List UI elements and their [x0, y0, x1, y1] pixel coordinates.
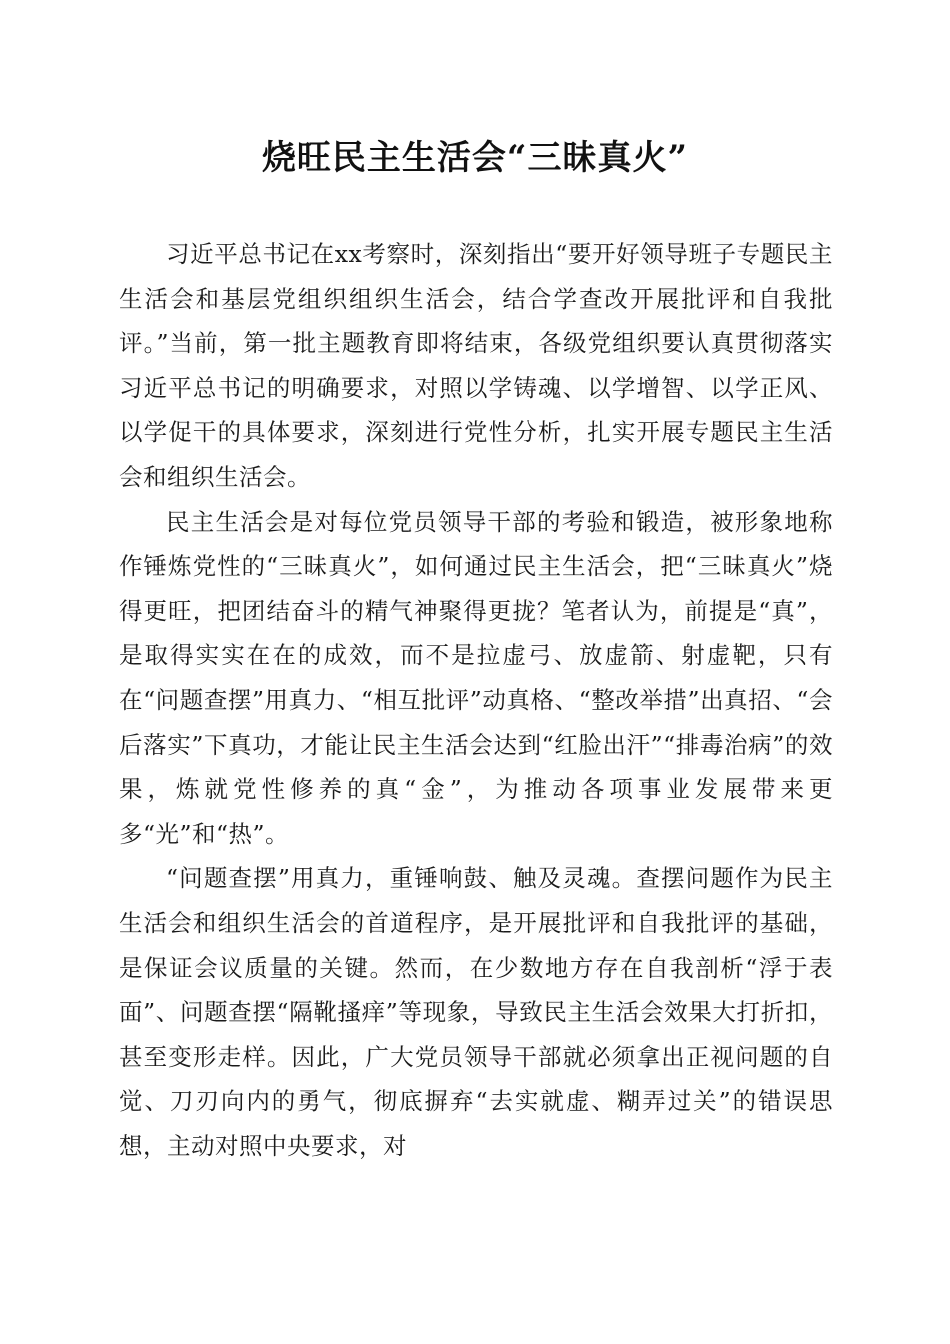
document-body: [119, 232, 833, 1168]
paragraph: 民主生活会是对每位党员领导干部的考验和锻造，被形象地称作锤炼党性的“三昧真火”，如何通过民主生活会，把“三昧真火”烧得更旺，把团结奋斗的精气神聚得更拢？笔者认为，前提是“真”，是取得实实在在的成效，而不是拉虚弓、放虚箭、射虚靶，只有在“问题查摆”用真力、“相互批评”动真格、“整改举措”出真招、“会后落实”下真功，才能让民主生活会达到“红脸出汗”“排毒治病”的效果，炼就党性修养的真“金”，为推动各项事业发展带来更多“光”和“热”。: [119, 507, 833, 848]
document-title: 烧旺民主生活会“三昧真火”: [261, 138, 689, 178]
paragraph: 习近平总书记在xx考察时，深刻指出“要开好领导班子专题民主生活会和基层党组织组织生活会，结合学查改开展批评和自我批评。”当前，第一批主题教育即将结束，各级党组织要认真贯彻落实习近平总书记的明确要求，对照以学铸魂、以学增智、以学正风、以学促干的具体要求，深刻进行党性分析，扎实开展专题民主生活会和组织生活会。: [119, 240, 833, 491]
paragraph: “问题查摆”用真力，重锤响鼓、触及灵魂。查摆问题作为民主生活会和组织生活会的首道程序，是开展批评和自我批评的基础，是保证会议质量的关键。然而，在少数地方存在自我剖析“浮于表面”、问题查摆“隔靴搔痒”等现象，导致民主生活会效果大打折扣，甚至变形走样。因此，广大党员领导干部就必须拿出正视问题的自觉、刀刃向内的勇气，彻底摒弃“去实就虚、糊弄过关”的错误思想，主动对照中央要求，对: [119, 864, 833, 1160]
